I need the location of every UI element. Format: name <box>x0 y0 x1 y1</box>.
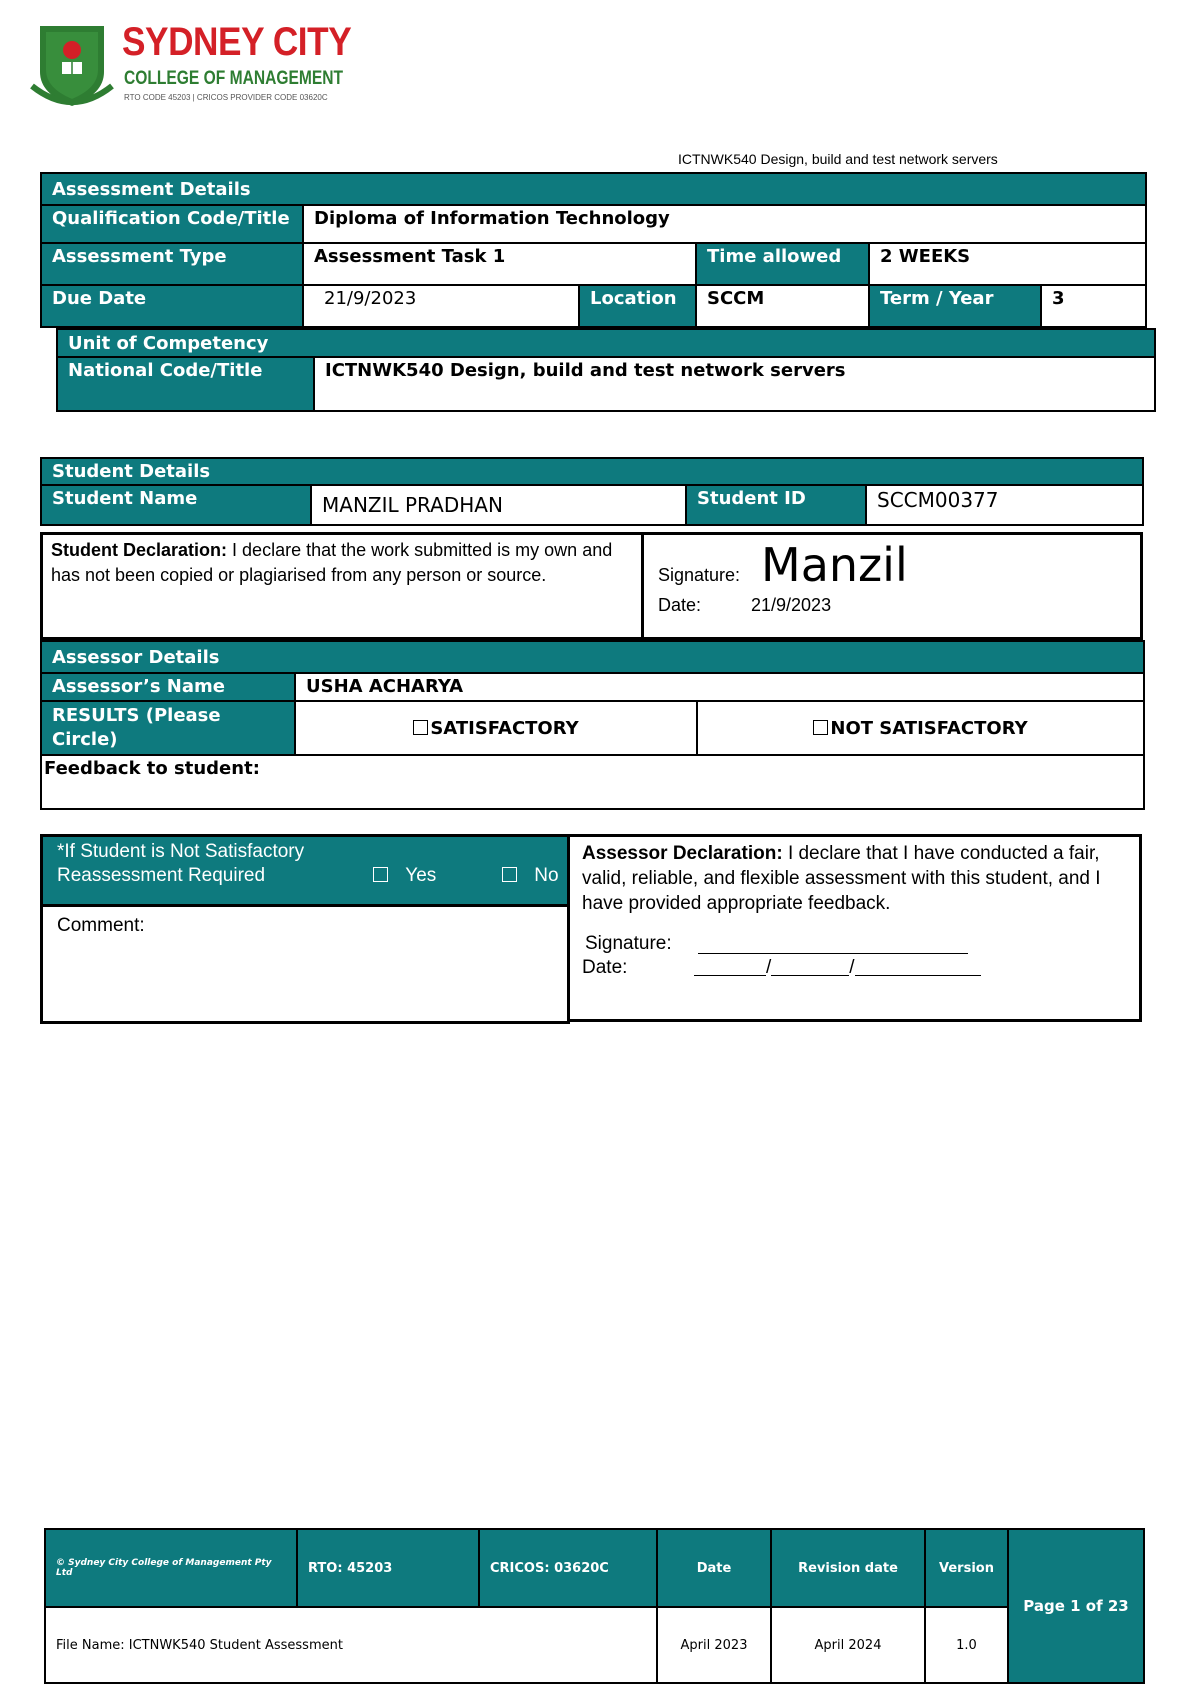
date-slash: / <box>766 957 772 978</box>
no-label: No <box>534 865 559 886</box>
location-label: Location <box>579 285 696 327</box>
comment-label: Comment: <box>57 915 145 936</box>
signature-value: Manzil <box>761 538 908 592</box>
assessor-declaration-box <box>570 834 1142 1022</box>
student-id-label: Student ID <box>686 485 866 525</box>
checkbox-icon <box>413 720 428 735</box>
assessment-type-label: Assessment Type <box>41 243 303 285</box>
date-slash: / <box>849 957 855 978</box>
logo-title: SYDNEY CITY <box>122 20 352 64</box>
student-details-heading: Student Details <box>41 458 1143 485</box>
logo-codes: RTO CODE 45203 | CRICOS PROVIDER CODE 03620C <box>124 93 328 102</box>
assessor-date-line[interactable] <box>694 957 981 979</box>
yes-label: Yes <box>405 865 437 886</box>
national-code-label: National Code/Title <box>57 357 314 411</box>
footer-rto: RTO: 45203 <box>297 1529 479 1607</box>
not-satisfactory-label: NOT SATISFACTORY <box>830 717 1028 739</box>
time-allowed-value: 2 WEEKS <box>869 243 1146 285</box>
assessment-details-heading: Assessment Details <box>41 173 1146 205</box>
term-year-label: Term / Year <box>869 285 1041 327</box>
not-satisfactory-option[interactable] <box>697 701 1144 755</box>
logo-subtitle: COLLEGE OF MANAGEMENT <box>124 68 343 89</box>
assessor-details-table <box>40 640 1145 810</box>
assessor-date-label: Date: <box>582 957 628 978</box>
reassessment-box <box>40 834 570 1024</box>
satisfactory-option[interactable] <box>295 701 697 755</box>
feedback-cell <box>41 755 1144 809</box>
declaration-label: Student Declaration: <box>51 540 228 560</box>
qualification-label: Qualification Code/Title <box>41 205 303 243</box>
running-title: ICTNWK540 Design, build and test network servers <box>678 151 998 167</box>
college-logo <box>28 20 352 110</box>
assessor-signature-line[interactable] <box>698 936 968 954</box>
declaration-body: I declare that the work submitted is my own and has not been copied or plagiarised from any person or source. <box>51 540 613 585</box>
footer-cricos: CRICOS: 03620C <box>479 1529 657 1607</box>
checkbox-icon <box>813 720 828 735</box>
declaration-divider <box>641 535 644 637</box>
assessor-name-value: USHA ACHARYA <box>295 673 1144 701</box>
feedback-label: Feedback to student: <box>44 758 260 779</box>
assessor-signature-label: Signature: <box>585 933 672 954</box>
student-date-value: 21/9/2023 <box>751 595 832 615</box>
satisfactory-label: SATISFACTORY <box>430 717 579 739</box>
reassessment-line1: *If Student is Not Satisfactory <box>57 841 305 862</box>
footer-date-value: April 2023 <box>657 1607 771 1683</box>
footer-date-label: Date <box>657 1529 771 1607</box>
reassessment-line2: Reassessment Required <box>57 865 266 886</box>
footer-table <box>44 1528 1145 1684</box>
footer-revision-label: Revision date <box>771 1529 925 1607</box>
national-code-value: ICTNWK540 Design, build and test network servers <box>314 357 1155 411</box>
assessor-declaration-body: I declare that I have conducted a fair, valid, reliable, and flexible assessment with this student, and I have provided appropriate feedback. <box>582 843 1101 914</box>
term-year-value: 3 <box>1041 285 1146 327</box>
footer-version-value: 1.0 <box>925 1607 1008 1683</box>
assessment-details-table <box>40 172 1147 328</box>
declaration-text <box>51 538 636 588</box>
student-name-label: Student Name <box>41 485 311 525</box>
due-date-value: 21/9/2023 <box>303 285 579 327</box>
checkbox-icon <box>373 867 388 882</box>
assessment-type-value: Assessment Task 1 <box>303 243 696 285</box>
footer-revision-value: April 2024 <box>771 1607 925 1683</box>
qualification-value: Diploma of Information Technology <box>303 205 1146 243</box>
unit-heading: Unit of Competency <box>57 329 1155 357</box>
time-allowed-label: Time allowed <box>696 243 869 285</box>
assessor-name-label: Assessor’s Name <box>41 673 295 701</box>
assessor-declaration-label: Assessor Declaration: <box>582 843 783 864</box>
college-crest-icon <box>28 20 118 110</box>
student-id-value: SCCM00377 <box>866 485 1143 525</box>
reassessment-no[interactable] <box>502 865 559 887</box>
unit-of-competency-table <box>56 328 1156 412</box>
student-declaration-box <box>40 532 1143 640</box>
footer-version-label: Version <box>925 1529 1008 1607</box>
assessor-details-heading: Assessor Details <box>41 641 1144 673</box>
due-date-label: Due Date <box>41 285 303 327</box>
reassessment-header <box>43 837 567 907</box>
assessor-declaration-text <box>582 841 1132 916</box>
location-value: SCCM <box>696 285 869 327</box>
student-name-value: MANZIL PRADHAN <box>311 485 686 525</box>
signature-label: Signature: <box>658 565 741 585</box>
footer-file-name: File Name: ICTNWK540 Student Assessment <box>45 1607 657 1683</box>
student-date-label: Date: <box>658 595 702 615</box>
checkbox-icon <box>502 867 517 882</box>
footer-copyright: © Sydney City College of Management Pty Ltd <box>45 1529 297 1607</box>
reassessment-yes[interactable] <box>373 865 436 887</box>
results-label: RESULTS (Please Circle) <box>41 701 295 755</box>
footer-page: Page 1 of 23 <box>1008 1529 1144 1683</box>
student-details-table <box>40 457 1144 526</box>
